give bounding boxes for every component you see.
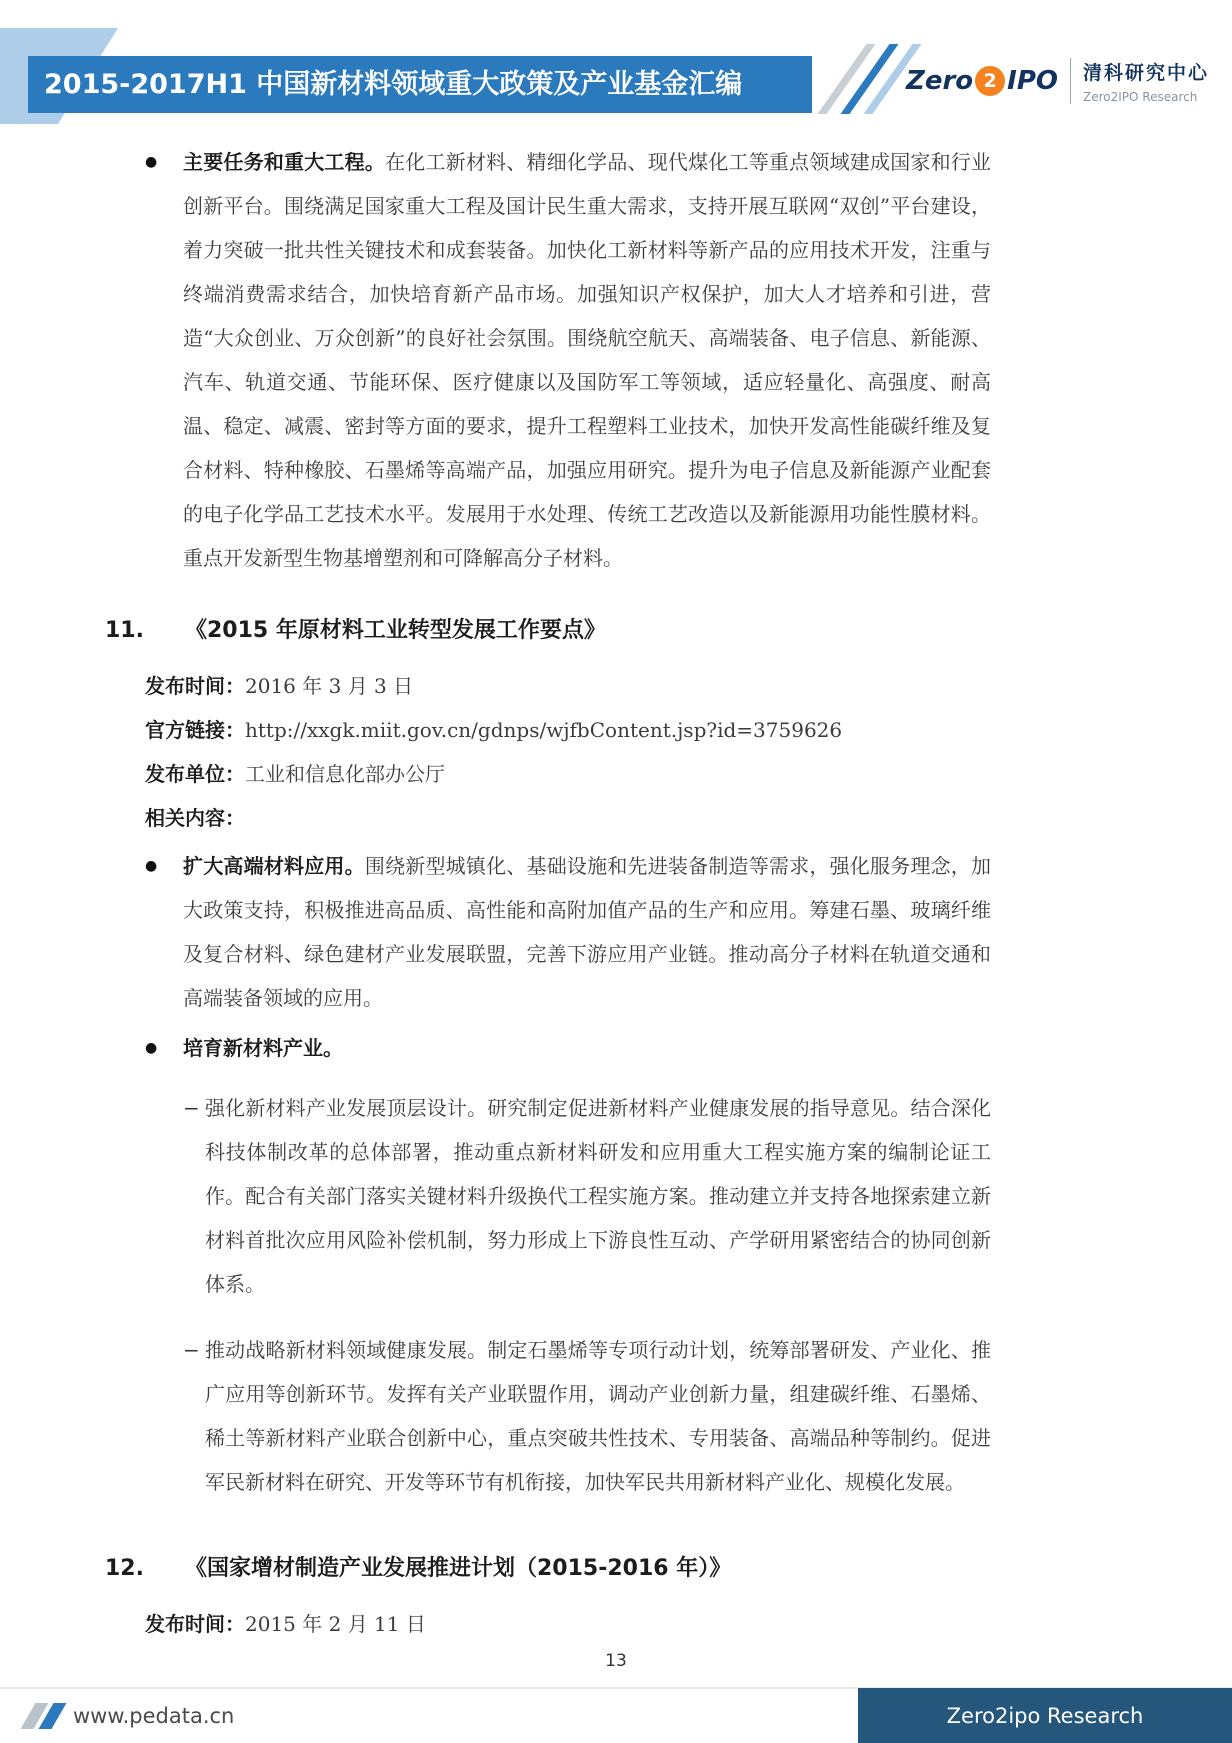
meta-line-publish-date xyxy=(145,1602,991,1646)
meta-label: 发布单位： xyxy=(145,762,245,786)
logo-text-zero: Zero xyxy=(906,66,974,96)
header-banner xyxy=(28,56,812,113)
lead-bullet-text: 在化工新材料、精细化学品、现代煤化工等重点领域建成国家和行业创新平台。围绕满足国家重大工程及国计民生重大需求，支持开展互联网“双创”平台建设，着力突破一批共性关键技术和成套装备。加快化工新材料等新产品的应用技术开发，注重与终端消费需求结合，加快培育新产品市场。加强知识产权保护，加大人才培养和引进，营造“大众创业、万众创新”的良好社会氛围。围绕航空航天、高端装备、电子信息、新能源、汽车、轨道交通、节能环保、医疗健康以及国防军工等领域，适应轻量化、高强度、耐高温、稳定、减震、密封等方面的要求，提升工程塑料工业技术，加快开发高性能碳纤维及复合材料、特种橡胶、石墨烯等高端产品，加强应用研究。提升为电子信息及新能源产业配套的电子化学品工艺技术水平。发展用于水处理、传统工艺改造以及新能源用功能性膜材料。重点开发新型生物基增塑剂和可降解高分子材料。 xyxy=(183,150,992,570)
lead-bullet-item xyxy=(145,140,991,580)
section-number: 11. xyxy=(105,618,144,643)
meta-value: 工业和信息化部办公厅 xyxy=(245,762,445,786)
bullet-label: 培育新材料产业。 xyxy=(183,1036,343,1060)
meta-label: 官方链接： xyxy=(145,718,245,742)
section-title: 《国家增材制造产业发展推进计划（2015-2016 年）》 xyxy=(185,1556,732,1581)
document-body xyxy=(105,140,992,1646)
meta-label: 发布时间： xyxy=(145,1612,245,1636)
section-heading-11 xyxy=(105,616,991,646)
website-url: www.pedata.cn xyxy=(73,1704,235,1728)
list-item xyxy=(145,1026,991,1070)
logo-org-name-en: Zero2IPO Research xyxy=(1083,90,1198,104)
logo-org-name-cn: 清科研究中心 xyxy=(1083,62,1210,84)
bullet-icon: ● xyxy=(145,858,158,874)
meta-label: 发布时间： xyxy=(145,674,245,698)
bullet-icon: ● xyxy=(145,1040,158,1056)
sub-list-item xyxy=(145,1086,991,1306)
lead-bullet-label: 主要任务和重大工程。 xyxy=(183,150,386,174)
list-item xyxy=(145,844,991,1020)
sub-item-text: 推动战略新材料领域健康发展。制定石墨烯等专项行动计划，统筹部署研发、产业化、推广应用等创新环节。发挥有关产业联盟作用，调动产业创新力量，组建碳纤维、石墨烯、稀土等新材料产业联合创新中心，重点突破共性技术、专用装备、高端品种等制约。促进军民新材料在研究、开发等环节有机衔接，加快军民共用新材料产业化、规模化发展。 xyxy=(205,1338,991,1494)
zero2ipo-logo xyxy=(906,58,1209,104)
meta-value: 2015 年 2 月 11 日 xyxy=(245,1612,426,1636)
meta-line-publish-date xyxy=(145,664,991,708)
meta-value-url: http://xxgk.miit.gov.cn/gdnps/wjfbContent.jsp?id=3759626 xyxy=(245,718,843,742)
logo-text-ipo: IPO xyxy=(1007,66,1059,96)
section-12-meta xyxy=(145,1602,991,1646)
decorative-slashes-icon xyxy=(842,44,897,114)
logo-divider xyxy=(1070,58,1071,104)
meta-line-issuing-unit xyxy=(145,752,991,796)
page-number: 13 xyxy=(605,1651,627,1671)
dash-icon: − xyxy=(183,1096,200,1120)
brand-box xyxy=(858,1688,1232,1743)
section-11-bullets xyxy=(145,844,991,1504)
section-title: 《2015 年原材料工业转型发展工作要点》 xyxy=(185,618,606,643)
logo-wordmark xyxy=(906,66,1058,96)
sub-item-text: 强化新材料产业发展顶层设计。研究制定促进新材料产业健康发展的指导意见。结合深化科技体制改革的总体部署，推动重点新材料研发和应用重大工程实施方案的编制论证工作。配合有关部门落实关键材料升级换代工程实施方案。推动建立并支持各地探索建立新材料首批次应用风险补偿机制，努力形成上下游良性互动、产学研用紧密结合的协同创新体系。 xyxy=(205,1096,991,1296)
meta-line-official-link xyxy=(145,708,991,752)
meta-value: 2016 年 3 月 3 日 xyxy=(245,674,414,698)
section-number: 12. xyxy=(105,1556,144,1581)
section-11-meta xyxy=(145,664,991,840)
page-footer xyxy=(0,1687,1232,1743)
section-heading-12 xyxy=(105,1554,991,1584)
report-title: 2015-2017H1 中国新材料领域重大政策及产业基金汇编 xyxy=(44,69,743,100)
logo-badge-2-icon: 2 xyxy=(975,66,1005,96)
bullet-icon: ● xyxy=(145,154,158,170)
sub-list-item xyxy=(145,1328,991,1504)
brand-label: Zero2ipo Research xyxy=(946,1704,1144,1728)
related-content-label: 相关内容： xyxy=(145,806,245,830)
bullet-text: 围绕新型城镇化、基础设施和先进装备制造等需求，强化服务理念，加大政策支持，积极推进高品质、高性能和高附加值产品的生产和应用。筹建石墨、玻璃纤维及复合材料、绿色建材产业发展联盟，完善下游应用产业链。推动高分子材料在轨道交通和高端装备领域的应用。 xyxy=(183,854,992,1010)
bullet-label: 扩大高端材料应用。 xyxy=(183,854,365,878)
dash-icon: − xyxy=(183,1338,200,1362)
chevron-icons xyxy=(28,1703,59,1729)
logo-org-names xyxy=(1083,58,1209,104)
